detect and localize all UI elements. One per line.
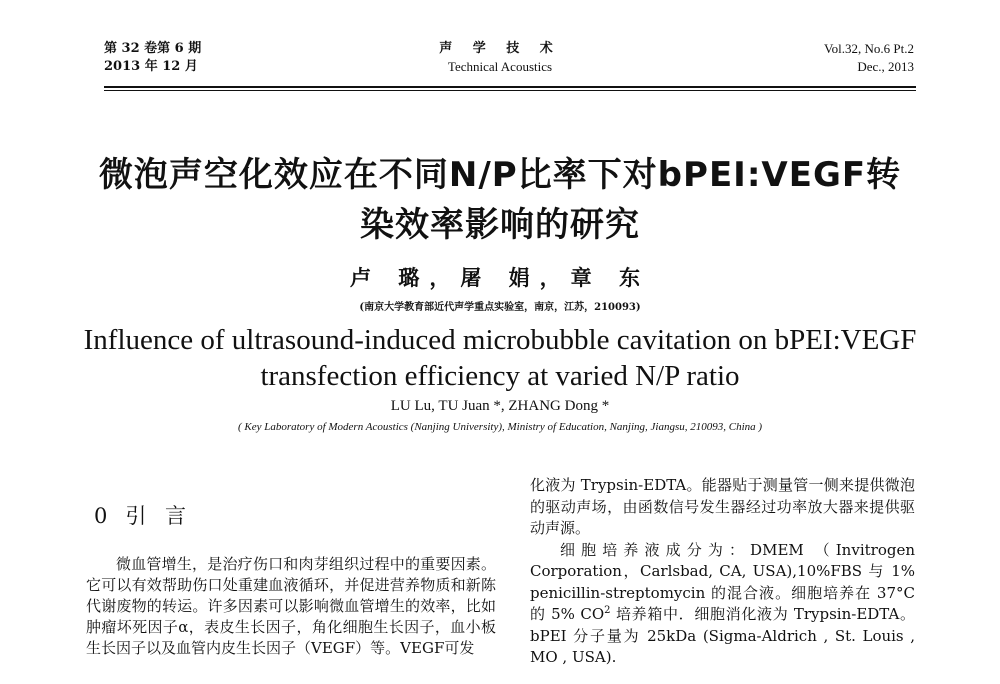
journal-date-en: Dec., 2013	[857, 59, 914, 74]
intro-paragraph: 微血管增生，是治疗伤口和肉芽组织过程中的重要因素。它可以有效帮助伤口处重建血液循环，并促进营养物质和新陈代谢废物的转运。许多因素可以影响微血管增生的效率，比如肿瘤坏死因子α，表皮生长因子，角化细胞生长因子，血小板生长因子以及血管内皮生长因子（VEGF）等。VEGF可发	[86, 555, 496, 657]
methods-paragraph-1: 化液为 Trypsin-EDTA。能器贴于测量管一侧来提供微泡的驱动声场，由函数信号发生器经过功率放大器来提供驱动声源。	[530, 476, 915, 537]
affiliation-en: ( Key Laboratory of Modern Acoustics (Nanjing University), Ministry of Education, Nanjing, Jiangsu, 210093, China )	[237, 421, 763, 433]
methods-paragraph-2	[530, 540, 915, 669]
methods-paragraph-2-text-cont: 培养箱中．细胞消化液为 Trypsin-EDTA。bPEI 分子量为 25kDa (Sigma-Aldrich , St. Louis , MO , USA).	[530, 605, 915, 666]
affiliation-cn: (南京大学教育部近代声学重点实验室，南京，江苏，210093)	[359, 302, 641, 313]
section-heading	[86, 500, 496, 530]
journal-volume: 第 32 卷第 6 期	[104, 41, 202, 56]
journal-name-en: Technical Acoustics	[447, 59, 553, 74]
paper-title-en	[0, 322, 1000, 394]
section-title: 引 言	[125, 504, 193, 528]
paper-title-cn-line1: 微泡声空化效应在不同N/P比率下对bPEI:VEGF转	[98, 155, 902, 195]
right-column	[530, 475, 915, 669]
header-rule-thin	[104, 90, 916, 91]
authors-en: LU Lu, TU Juan *, ZHANG Dong *	[390, 398, 610, 414]
paper-title-en-line2: transfection efficiency at varied N/P ratio	[260, 360, 740, 392]
methods-paragraph-2-text: 细胞培养液成分为：DMEM （Invitrogen Corporation，Carlsbad, CA, USA),10%FBS 与 1% penicillin-streptomycin 的混合液。细胞培养在 37°C 的 5% CO	[530, 540, 915, 623]
section-number: 0	[94, 504, 108, 528]
journal-volume-en: Vol.32, No.6 Pt.2	[823, 41, 914, 56]
authors-cn: 卢 璐，屠 娟，章 东	[350, 265, 650, 290]
journal-volume-info-en	[824, 40, 914, 76]
journal-date-cn: 2013 年 12 月	[104, 59, 198, 74]
journal-name-cn: 声 学 技 术	[439, 41, 561, 56]
header-rule-thick	[104, 86, 916, 88]
journal-header	[0, 40, 1000, 90]
co2-subscript: 2	[604, 605, 611, 616]
paper-title-cn-line2: 染效率影响的研究	[360, 205, 640, 245]
paper-title-cn	[0, 150, 1000, 250]
paper-title-en-line1: Influence of ultrasound-induced microbubble cavitation on bPEI:VEGF	[83, 324, 917, 356]
